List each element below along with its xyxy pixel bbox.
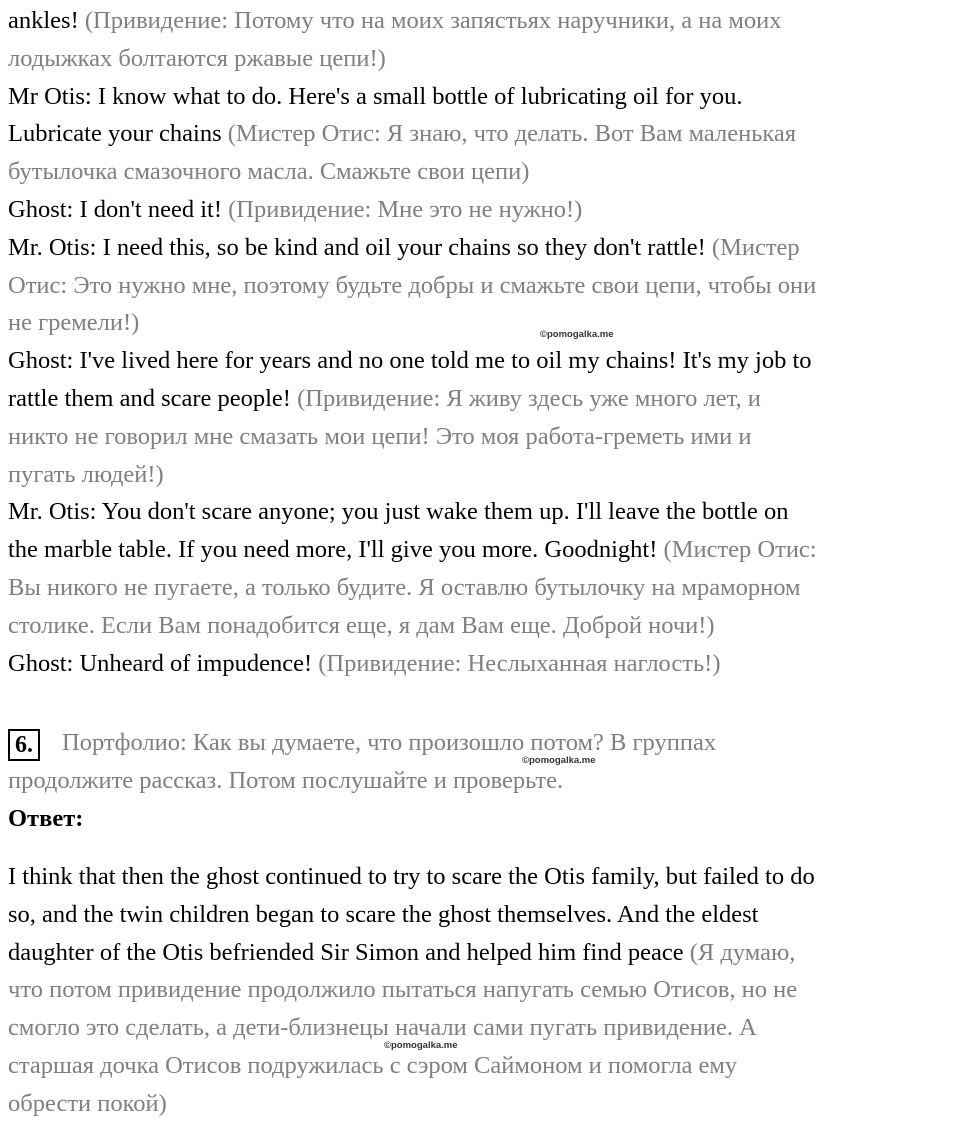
dialogue-line bbox=[8, 2, 960, 40]
exercise-task-line: продолжите рассказ. Потом послушайте и проверьте. bbox=[8, 767, 564, 794]
russian-translation: обрести покой) bbox=[8, 1089, 167, 1117]
dialogue-line bbox=[8, 78, 960, 116]
dialogue-line bbox=[8, 380, 960, 418]
dialogue-line bbox=[8, 153, 960, 191]
russian-translation: смогло это сделать, а дети-близнецы начали сами пугать привидение. А bbox=[8, 1014, 757, 1042]
dialogue-line bbox=[8, 342, 960, 380]
dialogue-line bbox=[8, 569, 960, 607]
exercise-number: 6. bbox=[8, 729, 40, 761]
exercise-task-line: Портфолио: Как вы думаете, что произошло потом? В группах bbox=[62, 729, 717, 756]
dialogue-line bbox=[8, 40, 960, 78]
english-text: Ghost: Unheard of impudence! bbox=[8, 649, 319, 677]
russian-translation: бутылочка смазочного масла. Смажьте свои цепи) bbox=[8, 158, 530, 186]
russian-translation: что потом привидение продолжило пытаться напугать семью Отисов, но не bbox=[8, 976, 798, 1004]
english-text: ankles! bbox=[8, 7, 85, 34]
dialogue-line bbox=[8, 191, 960, 229]
english-text: Mr Otis: I know what to do. Here's a small bottle of lubricating oil for you. bbox=[8, 82, 743, 110]
dialogue-line bbox=[8, 115, 960, 153]
dialogue-line bbox=[8, 229, 960, 267]
watermark: ©pomogalka.me bbox=[540, 329, 614, 340]
english-text: I think that then the ghost continued to try to scare the Otis family, but failed to do bbox=[8, 863, 815, 890]
english-text: daughter of the Otis befriended Sir Simon and helped him find peace bbox=[8, 938, 690, 966]
dialogue-line bbox=[8, 267, 960, 305]
dialogue-line bbox=[8, 418, 960, 456]
dialogue-line bbox=[8, 493, 960, 531]
russian-translation: старшая дочка Отисов подружилась с сэром Саймоном и помогла ему bbox=[8, 1052, 738, 1079]
dialogue-line bbox=[8, 645, 960, 683]
russian-translation: (Привидение: Я живу здесь уже много лет, и bbox=[297, 385, 761, 412]
russian-translation: никто не говорил мне смазать мои цепи! Это моя работа-греметь ими и bbox=[8, 422, 752, 450]
english-text: rattle them and scare people! bbox=[8, 385, 298, 412]
answer-line bbox=[8, 1047, 960, 1085]
russian-translation: столике. Если Вам понадобится еще, я дам Вам еще. Доброй ночи!) bbox=[8, 611, 715, 639]
russian-translation: (Мистер Отис: Я знаю, что делать. Вот Вам маленькая bbox=[227, 120, 797, 148]
english-text: the marble table. If you need more, I'll give you more. Goodnight! bbox=[8, 536, 664, 564]
dialogue-line bbox=[8, 607, 960, 645]
russian-translation: (Мистер Отис: bbox=[663, 536, 817, 564]
watermark: ©pomogalka.me bbox=[384, 1040, 458, 1051]
dialogue-line bbox=[8, 304, 960, 342]
russian-translation: (Привидение: Неслыханная наглость!) bbox=[318, 649, 721, 677]
russian-translation: не гремели!) bbox=[8, 309, 140, 337]
answer-line bbox=[8, 896, 960, 934]
answer-label: Ответ: bbox=[8, 805, 84, 832]
russian-translation: Отис: Это нужно мне, поэтому будьте добры и смажьте свои цепи, чтобы они bbox=[8, 271, 817, 299]
russian-translation: пугать людей!) bbox=[8, 460, 164, 488]
russian-translation: (Я думаю, bbox=[689, 938, 796, 966]
english-text: Ghost: I don't need it! bbox=[8, 196, 229, 223]
dialogue-line bbox=[8, 531, 960, 569]
english-text: so, and the twin children began to scare the ghost themselves. And the eldest bbox=[8, 900, 759, 928]
answer-line bbox=[8, 1009, 960, 1047]
russian-translation: (Мистер bbox=[711, 233, 800, 261]
english-text: Mr. Otis: You don't scare anyone; you just wake them up. I'll leave the bottle on bbox=[8, 498, 789, 526]
answer-line bbox=[8, 971, 960, 1009]
answer-line bbox=[8, 934, 960, 972]
watermark: ©pomogalka.me bbox=[522, 755, 596, 766]
english-text: Mr. Otis: I need this, so be kind and oil your chains so they don't rattle! bbox=[8, 233, 712, 261]
dialogue-line bbox=[8, 456, 960, 494]
english-text: Lubricate your chains bbox=[8, 120, 228, 148]
english-text: Ghost: I've lived here for years and no one told me to oil my chains! It's my job to bbox=[8, 347, 812, 375]
answer-line bbox=[8, 1085, 960, 1123]
russian-translation: (Привидение: Потому что на моих запястьях наручники, а на моих bbox=[84, 7, 782, 34]
answer-line bbox=[8, 858, 960, 896]
russian-translation: лодыжках болтаются ржавые цепи!) bbox=[8, 44, 386, 72]
russian-translation: (Привидение: Мне это не нужно!) bbox=[228, 196, 583, 223]
russian-translation: Вы никого не пугаете, а только будите. Я оставлю бутылочку на мраморном bbox=[8, 574, 801, 601]
